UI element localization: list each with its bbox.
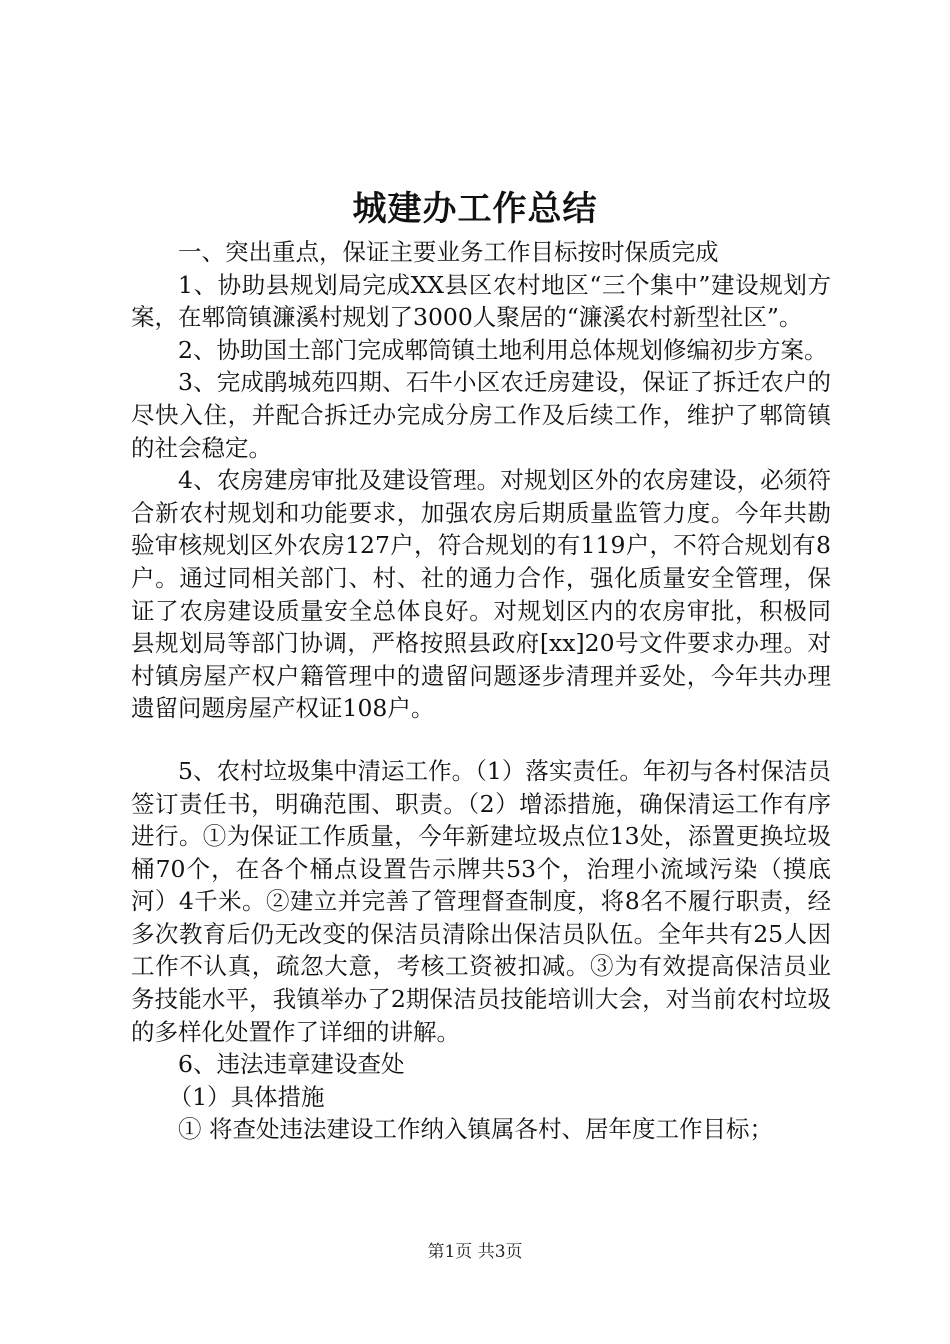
paragraph-item-3: 3、完成鹃城苑四期、石牛小区农迁房建设，保证了拆迁农户的尽快入住，并配合拆迁办完成分房工作及后续工作，维护了郫筒镇的社会稳定。: [131, 368, 831, 462]
item-6-subheading: （1）具体措施: [168, 1082, 325, 1111]
paragraph-item-1: 1、协助县规划局完成XX县区农村地区“三个集中”建设规划方案，在郫筒镇濂溪村规划了3000人聚居的“濂溪农村新型社区”。: [131, 270, 831, 332]
paragraph-item-5: 5、农村垃圾集中清运工作。（1）落实责任。年初与各村保洁员签订责任书，明确范围、职责。（2）增添措施，确保清运工作有序进行。①为保证工作质量，今年新建垃圾点位13处，添置更换垃圾桶70个，在各个桶点设置告示牌共53个，治理小流域污染（摸底河）4千米。②建立并完善了管理督查制度，将8名不履行职责，经多次教育后仍无改变的保洁员清除出保洁员队伍。全年共有25人因工作不认真，疏忽大意，考核工资被扣减。③为有效提高保洁员业务技能水平，我镇举办了2期保洁员技能培训大会，对当前农村垃圾的多样化处置作了详细的讲解。: [131, 756, 831, 1046]
item-6-point-1: ① 将查处违法建设工作纳入镇属各村、居年度工作目标；: [178, 1115, 773, 1144]
document-title: 城建办工作总结: [352, 189, 598, 229]
page-number: 第1页 共3页: [427, 1242, 523, 1262]
section-heading: 一、突出重点，保证主要业务工作目标按时保质完成: [178, 238, 719, 266]
paragraph-item-4: 4、农房建房审批及建设管理。对规划区外的农房建设，必须符合新农村规划和功能要求，加强农房后期质量监管力度。今年共勘验审核规划区外农房127户，符合规划的有119户，不符合规划有8户。通过同相关部门、村、社的通力合作，强化质量安全管理，保证了农房建设质量安全总体良好。对规划区内的农房审批，积极同县规划局等部门协调，严格按照县政府[xx]20号文件要求办理。对村镇房屋产权户籍管理中的遗留问题逐步清理并妥处，今年共办理遗留问题房屋产权证108户。: [131, 466, 831, 723]
paragraph-item-2: 2、协助国土部门完成郫筒镇土地利用总体规划修编初步方案。: [178, 335, 828, 364]
document-body: [131, 236, 831, 1146]
item-6-heading: 6、违法违章建设查处: [178, 1050, 405, 1079]
